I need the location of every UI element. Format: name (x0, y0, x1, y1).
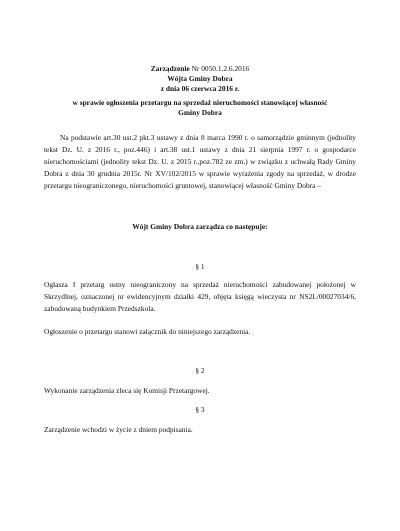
section-3-symbol: § 3 (195, 405, 205, 414)
section-1-paragraph-2: Ogłoszenie o przetargu stanowi załącznik do niniejszego zarządzenia. (44, 327, 251, 336)
issuer: Wójta Gminy Dobra (167, 74, 233, 83)
section-1-symbol: § 1 (195, 262, 205, 271)
section-1-paragraph-1: Ogłasza I przetarg ustny nieograniczony na sprzedaż nieruchomości zabudowanej położonej w Skrzydlnej, oznaczonej nr ewidencyjnym działki 429, objęta księgą wieczysta nr NS2L/00027034/6, zabudowaną budynkiem Przedszkola. (44, 280, 356, 313)
decree-line: Wójt Gminy Dobra zarządza co następuje: (132, 222, 268, 231)
document-date: z dnia 06 czerwca 2016 r. (160, 84, 240, 93)
section-3-paragraph: Zarządzenie wchodzi w życie z dniem podpisania. (44, 425, 193, 434)
title-number: Nr 0050.1.2.6.2016 (189, 64, 250, 73)
subject-line-2: Gminy Dobra (178, 108, 222, 117)
preamble: Na podstawie art.30 ust.2 pkt.3 ustawy z dnia 8 marca 1990 r. o samorządzie gminnym (jednolity tekst Dz. U. z 2016 r., poz.446) i art.38 ust.1 ustawy z dnia 21 sierpnia 1997 r. o gospodarce nieruchomościami (jednolity tekst Dz. U. z 2015 r.,poz.782 ze zm.) w związku z uchwałą Rady Gminy Dobra z dnia 30 grudnia 2015r. Nr XV/102/2015 w sprawie wyrażenia zgody na sprzedaż, w drodze przetargu nieograniczonego, nieruchomości gruntowej, stanowiącej własność Gminy Dobra – (44, 133, 356, 190)
title-bold: Zarządzenie (150, 64, 190, 73)
document-header (44, 64, 356, 94)
subject (44, 98, 356, 118)
subject-line-1: w sprawie ogłoszenia przetargu na sprzedaż nieruchomości stanowiącej własność (72, 98, 328, 107)
document-title (44, 64, 356, 74)
section-2-symbol: § 2 (195, 366, 205, 375)
section-2-paragraph: Wykonanie zarządzenia zleca się Komisji Przetargowej. (44, 386, 210, 395)
